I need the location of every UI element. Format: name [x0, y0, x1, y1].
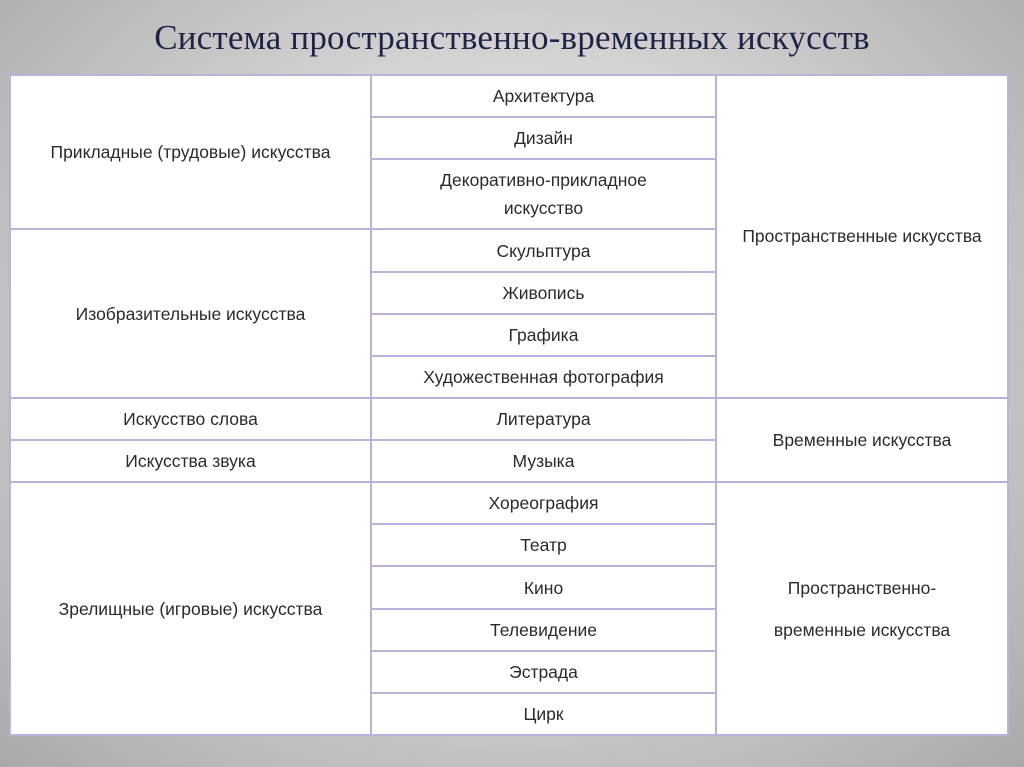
group-word: Искусство слова [10, 398, 371, 440]
group-applied: Прикладные (трудовые) искусства [10, 75, 371, 229]
table-row [10, 75, 1008, 117]
art-graphics: Графика [371, 314, 716, 356]
table-row [10, 482, 1008, 524]
group-fine: Изобразительные искусства [10, 229, 371, 398]
art-photography: Художественная фотография [371, 356, 716, 398]
art-cinema: Кино [371, 566, 716, 608]
art-architecture: Архитектура [371, 75, 716, 117]
art-literature: Литература [371, 398, 716, 440]
art-estrada: Эстрада [371, 651, 716, 693]
art-choreography: Хореография [371, 482, 716, 524]
slide-title: Система пространственно-временных искусств [154, 18, 870, 57]
type-spatiotemporal: Пространственно-временные искусства [716, 482, 1008, 735]
art-design: Дизайн [371, 117, 716, 159]
arts-classification-table [9, 74, 1009, 736]
art-theatre: Театр [371, 524, 716, 566]
art-decorative-applied: Декоративно-прикладное искусство [371, 159, 716, 229]
art-television: Телевидение [371, 609, 716, 651]
art-circus: Цирк [371, 693, 716, 735]
art-music: Музыка [371, 440, 716, 482]
art-painting: Живопись [371, 272, 716, 314]
art-sculpture: Скульптура [371, 229, 716, 271]
table-row [10, 398, 1008, 440]
group-sound: Искусства звука [10, 440, 371, 482]
type-spatial: Пространственные искусства [716, 75, 1008, 398]
group-spectacle: Зрелищные (игровые) искусства [10, 482, 371, 735]
type-temporal: Временные искусства [716, 398, 1008, 482]
